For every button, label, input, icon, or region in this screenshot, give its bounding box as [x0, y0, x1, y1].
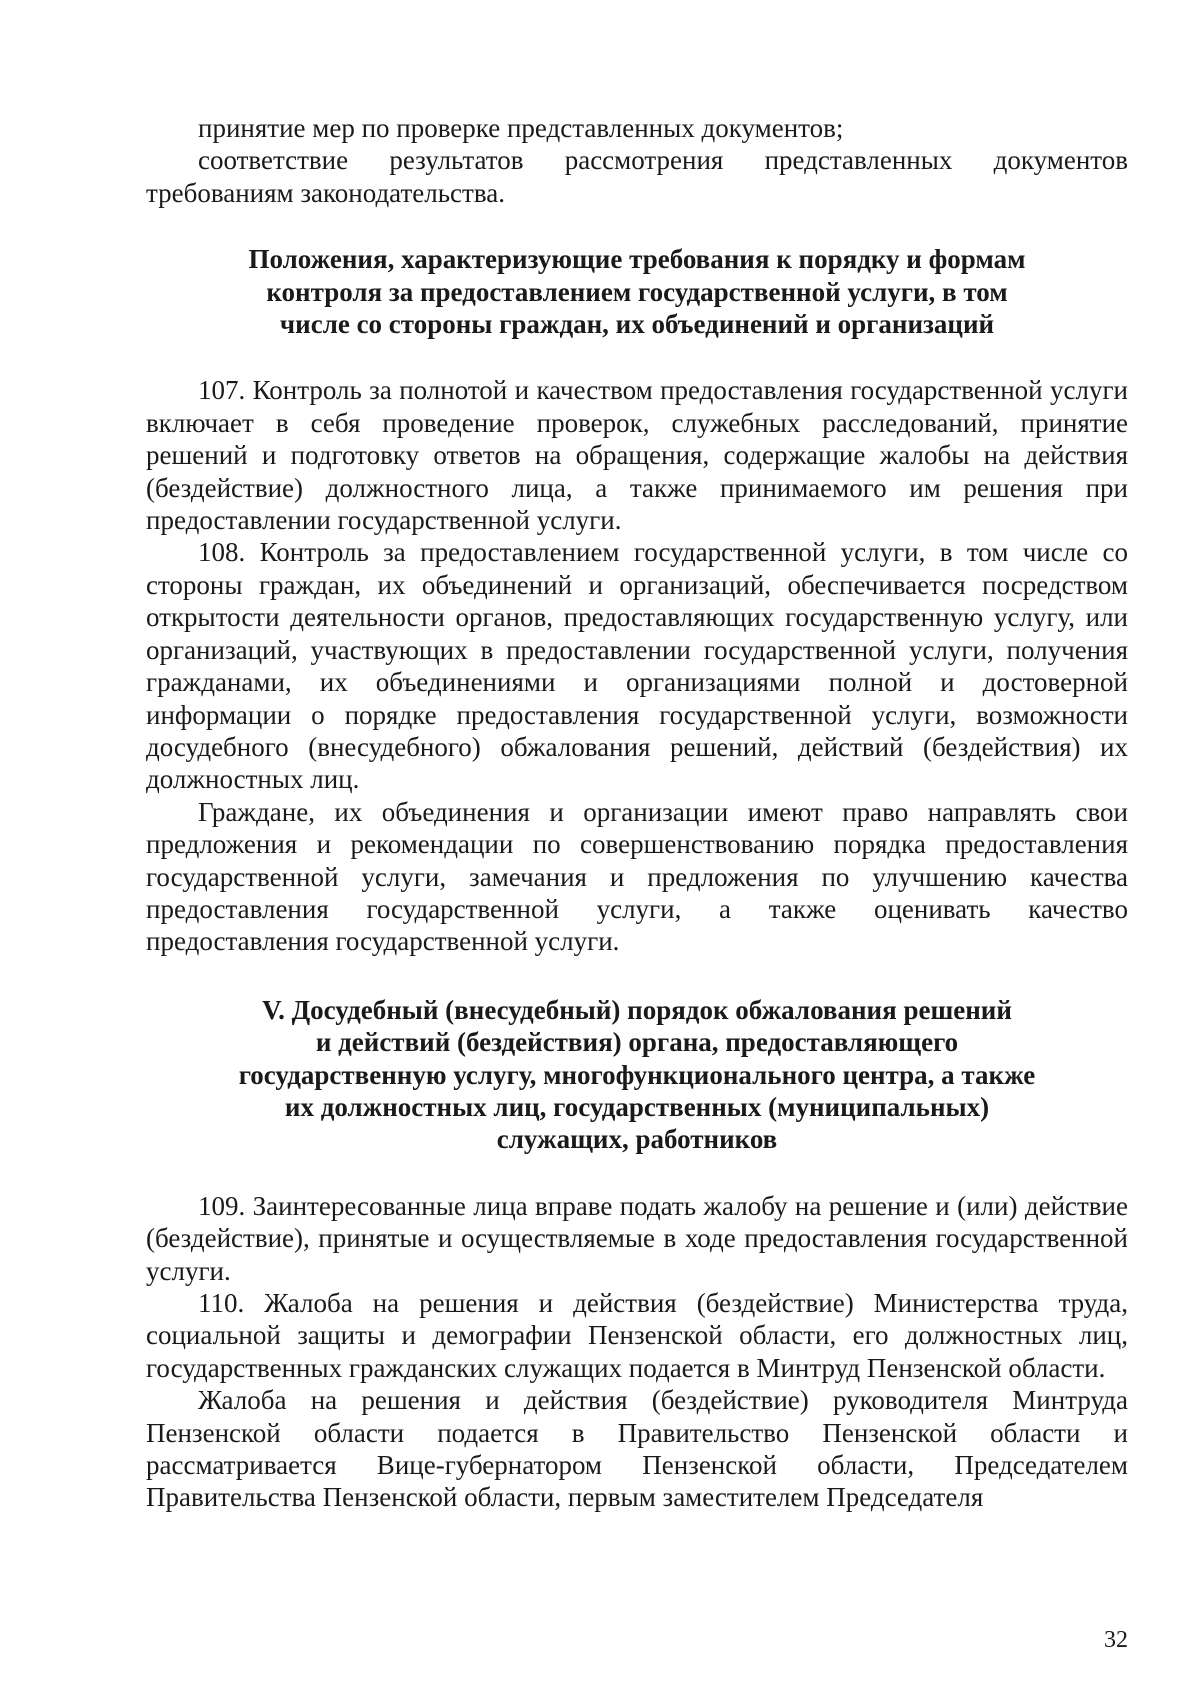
section-heading — [146, 243, 1128, 340]
chapter-heading — [146, 994, 1128, 1156]
page-number: 32 — [1104, 1627, 1128, 1653]
document-page — [146, 112, 1128, 1514]
paragraph: Жалоба на решения и действия (бездействие) руководителя Минтруда Пензенской области подается в Правительство Пензенской области и рассматривается Вице-губернатором Пензенской области, Председателем Правительства Пензенской области, первым заместителем Председателя — [146, 1385, 1128, 1513]
paragraph: Граждане, их объединения и организации имеют право направлять свои предложения и рекомендации по совершенствованию порядка предоставления государственной услуги, замечания и предложения по улучшению качества предоставления государственной услуги, а также оценивать качество предоставления государственной услуги. — [146, 796, 1128, 957]
heading-line: числе со стороны граждан, их объединений и организаций — [279, 309, 995, 340]
heading-line: их должностных лиц, государственных (муниципальных) — [284, 1091, 990, 1122]
paragraph: принятие мер по проверке представленных документов; — [198, 113, 844, 143]
paragraph-109: 109. Заинтересованные лица вправе подать жалобу на решение и (или) действие (бездействие), принятые и осуществляемые в ходе предоставления государственной услуги. — [146, 1190, 1128, 1286]
heading-line: служащих, работников — [496, 1124, 778, 1155]
heading-line: и действий (бездействия) органа, предоставляющего — [315, 1027, 959, 1058]
heading-line: государственную услугу, многофункционального центра, а также — [238, 1059, 1036, 1090]
heading-line: контроля за предоставлением государственной услуги, в том — [266, 276, 1008, 307]
paragraph: соответствие результатов рассмотрения представленных документов требованиям законодательства. — [146, 145, 1128, 208]
paragraph-108: 108. Контроль за предоставлением государственной услуги, в том числе со стороны граждан, их объединений и организаций, обеспечивается посредством открытости деятельности органов, предоставляющих государственную услугу, или организаций, участвующих в предоставлении государственной услуги, получения гражданами, их объединениями и организациями полной и достоверной информации о порядке предоставления государственной услуги, возможности досудебного (внесудебного) обжалования решений, действий (бездействия) их должностных лиц. — [146, 537, 1128, 795]
heading-line: V. Досудебный (внесудебный) порядок обжалования решений — [262, 994, 1012, 1025]
paragraph-110: 110. Жалоба на решения и действия (бездействие) Министерства труда, социальной защиты и демографии Пензенской области, его должностных лиц, государственных гражданских служащих подается в Минтруд Пензенской области. — [146, 1288, 1128, 1383]
paragraph-107: 107. Контроль за полнотой и качеством предоставления государственной услуги включает в себя проведение проверок, служебных расследований, принятие решений и подготовку ответов на обращения, содержащие жалобы на действия (бездействие) должностного лица, а также принимаемого им решения при предоставлении государственной услуги. — [146, 375, 1128, 536]
heading-line: Положения, характеризующие требования к порядку и формам — [248, 244, 1026, 275]
